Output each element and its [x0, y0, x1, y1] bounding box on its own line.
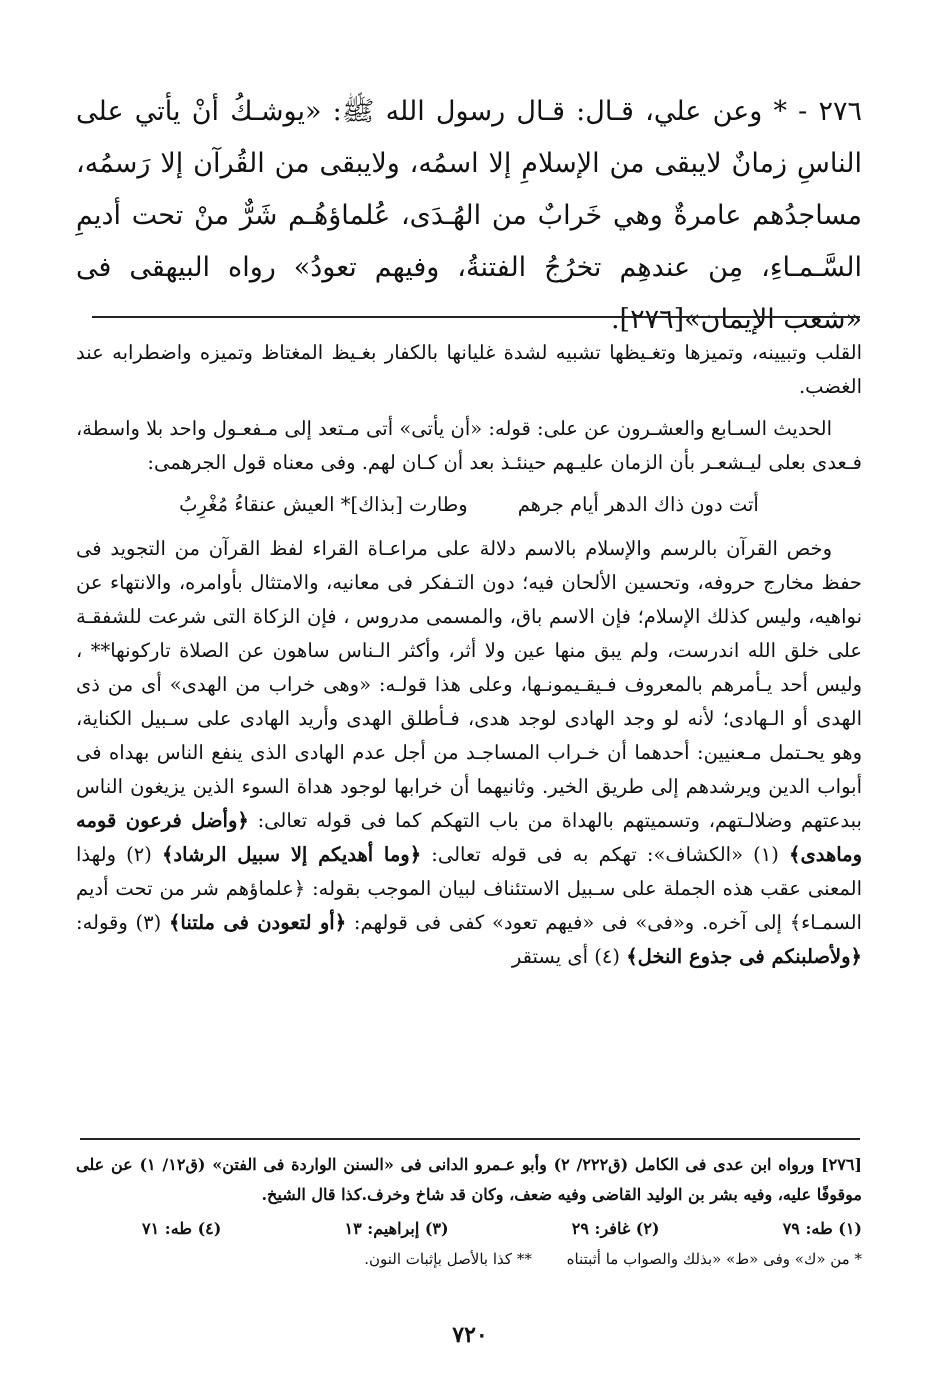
footnote-ref: (٢) غافر: ٢٩ — [571, 1219, 660, 1238]
commentary-paragraph: الحديث السـابع والعشـرون عن على: قوله: «أن يأتى» أتى مـتعد إلى مـفعـول واحد بلا واسطة، فـعدى بعلى ليـشعـر بأن الزمان عليـهم حينئـذ بعد أن كـان لهم. وفى معناه قول الجرهمى: — [76, 417, 862, 474]
commentary — [76, 336, 862, 982]
footnote-ref: (١) طه: ٧٩ — [782, 1219, 862, 1238]
commentary-paragraph: القلب وتبيينه، وتميزها وتغـيظها تشبيه لشدة غليانها بالكفار بغـيظ المغتاظ وتميزه واضطرابه عند الغضب. — [76, 341, 862, 398]
hadith-text: ٢٧٦ - * وعن علي، قـال: قـال رسول الله ﷺ: «يوشـكُ أنْ يأتي على الناسِ زمانٌ لايبقى من الإسلامِ إلا اسمُه، ولايبقى من القُرآن إلا رَسمُه، مساجدُهم عامرةٌ وهي خَرابٌ من الهُـدَى، عُلماؤهُـم شَرٌّ منْ تحت أديمِ السَّـمـاءِ، مِن عندهِم تخرُجُ الفتنةُ، وفيهم تعودُ» رواه البيهقى فى «شعب الإيمان»[٢٧٦]. — [76, 96, 862, 335]
footnote-references — [142, 1214, 862, 1244]
page-number: ٧٢٠ — [452, 1322, 488, 1348]
footnote-note: ** كذا بالأصل بإثبات النون. — [364, 1250, 532, 1268]
footnote-notes — [76, 1244, 862, 1274]
quran-quote: ﴿وأضل فرعون قومه وماهدى﴾ — [76, 809, 863, 866]
divider — [92, 316, 860, 318]
quran-quote: ﴿أو لتعودن فى ملتنا﴾ — [168, 911, 347, 934]
commentary-text: (٢) ولهذا المعنى عقب هذه الجملة على سـبيل الاستئناف لبيان الموجب بقوله: ﴿علماؤهم شر من تحت أديم السمـاء﴾ إلى آخره. و«فى» فى «فيهم تعود» كفى فى قولهم: — [76, 843, 862, 934]
quran-quote: ﴿وما أهديكم إلا سبيل الرشاد﴾ — [161, 843, 422, 866]
commentary-text: (٣) وقوله: — [76, 911, 162, 934]
commentary-text: (١) «الكشاف»: تهكم به فى قوله تعالى: — [431, 843, 779, 866]
footnote-ref: (٣) إبراهيم: ١٣ — [344, 1219, 449, 1238]
footnotes — [76, 1150, 862, 1274]
poetry-verse — [76, 488, 862, 522]
verse-second-hemistich: وطارت [بذاك]* العيش عنقاءُ مُغْرِبُ — [179, 493, 468, 516]
footnote-note: * من «ك» وفى «ط» «بذلك والصواب ما أثبتناه — [566, 1250, 862, 1268]
quran-quote: ﴿ولأصلبنكم فى جذوع النخل﴾ — [626, 945, 862, 968]
verse-first-hemistich: أتت دون ذاك الدهر أيام جرهم — [517, 493, 759, 516]
commentary-paragraph — [76, 532, 862, 974]
footnote-ref: (٤) طه: ٧١ — [142, 1219, 222, 1238]
commentary-text: وخص القرآن بالرسم والإسلام بالاسم دلالة على مراعـاة القراء لفظ القرآن من التجويد فى حفظ مخارج حروفه، وتحسين الألحان فيه؛ دون التـفكر فى معانيه، والامتثال بأوامره، والانتهاء عن نواهيه، وليس كذلك الإسلام؛ فإن الاسم باق، والمسمى مدروس ، فإن الزكاة التى شرعت للشفقـة على خلق الله اندرست، ولم يبق منها عين ولا أثر، وأكثر الـناس ساهون عن الصلاة تاركونها** ، وليس أحد يـأمرهم بالمعروف فـيقـيمونـها، وعلى هذا قولـه: «وهى خراب من الهدى» أى من ذى الهدى أو الـهادى؛ لأنه لو وجد الهادى لوجد هدى، فـأطلق الهدى وأريد الهادى على سـبيل الكناية، وهو يحـتمل مـعنيين: أحدهما أن خـراب المساجـد من أجل عدم الهادى الذى ينفع الناس بهداه فى أبواب الدين ويرشدهم إلى طريق الخير. وثانيهما أن خرابها لوجود هداة السوء الذين يزيغون الناس ببدعتهم وضلالـتهم، وتسميتهم بالهداة من باب التهكم كما فى قوله تعالى: — [76, 537, 862, 832]
footnote-main: [٢٧٦] ورواه ابن عدى فى الكامل (ق٢٢٢/ ٢) وأبو عـمرو الدانى فى «السنن الواردة فى الفتن» (ق١٢/ ١) عن على موقوفًا عليه، وفيه بشر بن الوليد القاضى وفيه ضعف، وكان قد شاخ وخرف.كذا قال الشيخ. — [76, 1155, 862, 1204]
commentary-text: (٤) أى يستقر — [511, 945, 620, 968]
footnote-divider — [80, 1138, 860, 1140]
